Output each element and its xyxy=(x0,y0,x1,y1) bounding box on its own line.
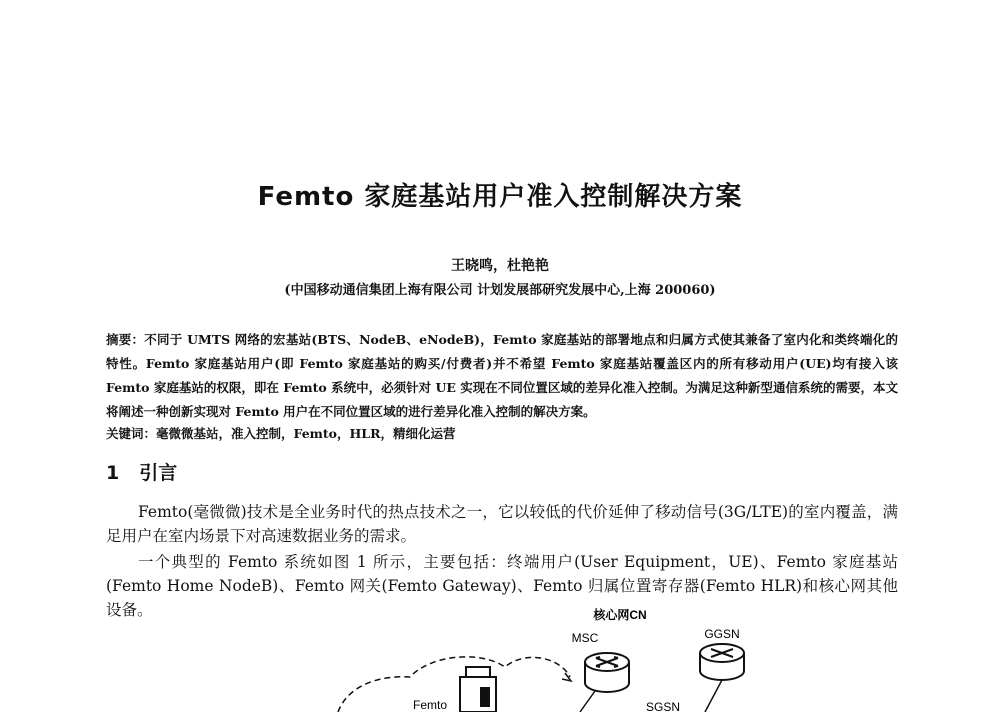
paper-authors: 王晓鸣，杜艳艳 xyxy=(451,258,549,274)
keywords xyxy=(106,424,898,442)
coverage-cloud xyxy=(338,657,570,712)
abstract xyxy=(106,328,898,424)
keywords-label: 关键词： xyxy=(106,426,157,441)
msc-link xyxy=(580,691,595,712)
core-network-label: 核心网CN xyxy=(593,608,647,622)
msc-router-icon xyxy=(585,653,629,692)
femto-device-icon xyxy=(460,667,496,712)
network-diagram-svg xyxy=(320,605,780,712)
sgsn-label: SGSN xyxy=(645,700,681,712)
femto-label: Femto xyxy=(412,698,448,712)
section-number: 1 xyxy=(106,462,120,484)
ggsn-label: GGSN xyxy=(704,627,740,641)
msc-label: MSC xyxy=(571,631,599,645)
abstract-label: 摘要： xyxy=(106,332,145,347)
body-paragraph-1: Femto(毫微微)技术是全业务时代的热点技术之一，它以较低的代价延伸了移动信号(3G/LTE)的室内覆盖，满足用户在室内场景下对高速数据业务的需求。 xyxy=(106,503,898,545)
ggsn-router-icon xyxy=(700,644,744,680)
section-heading xyxy=(106,458,177,485)
abstract-text: 不同于 UMTS 网络的宏基站(BTS、NodeB、eNodeB)，Femto 家庭基站的部署地点和归属方式使其兼备了室内化和类终端化的特性。Femto 家庭基站用户(即 Femto 家庭基站的购买/付费者)并不希望 Femto 家庭基站覆盖区内的所有移动用户(UE)均有接入该 Femto 家庭基站的权限，即在 Femto 系统中，必须针对 UE 实现在不同位置区域的差异化准入控制。为满足这种新型通信系统的需要，本文将阐述一种创新实现对 Femto 用户在不同位置区域的进行差异化准入控制的解决方案。 xyxy=(106,332,898,419)
keywords-text: 毫微微基站，准入控制，Femto，HLR，精细化运营 xyxy=(156,426,456,441)
section-title: 引言 xyxy=(139,462,178,484)
figure-1-network-diagram xyxy=(320,605,780,712)
paper-affiliation: (中国移动通信集团上海有限公司 计划发展部研究发展中心,上海 200060) xyxy=(284,283,716,298)
body-paragraph-2: 一个典型的 Femto 系统如图 1 所示，主要包括：终端用户(User Equipment，UE)、Femto 家庭基站(Femto Home NodeB)、Femto 网关(Femto Gateway)、Femto 归属位置寄存器(Femto HLR)和核心网其他设备。 xyxy=(106,553,898,619)
ggsn-link xyxy=(705,680,722,712)
paper-title: Femto 家庭基站用户准入控制解决方案 xyxy=(257,182,743,212)
